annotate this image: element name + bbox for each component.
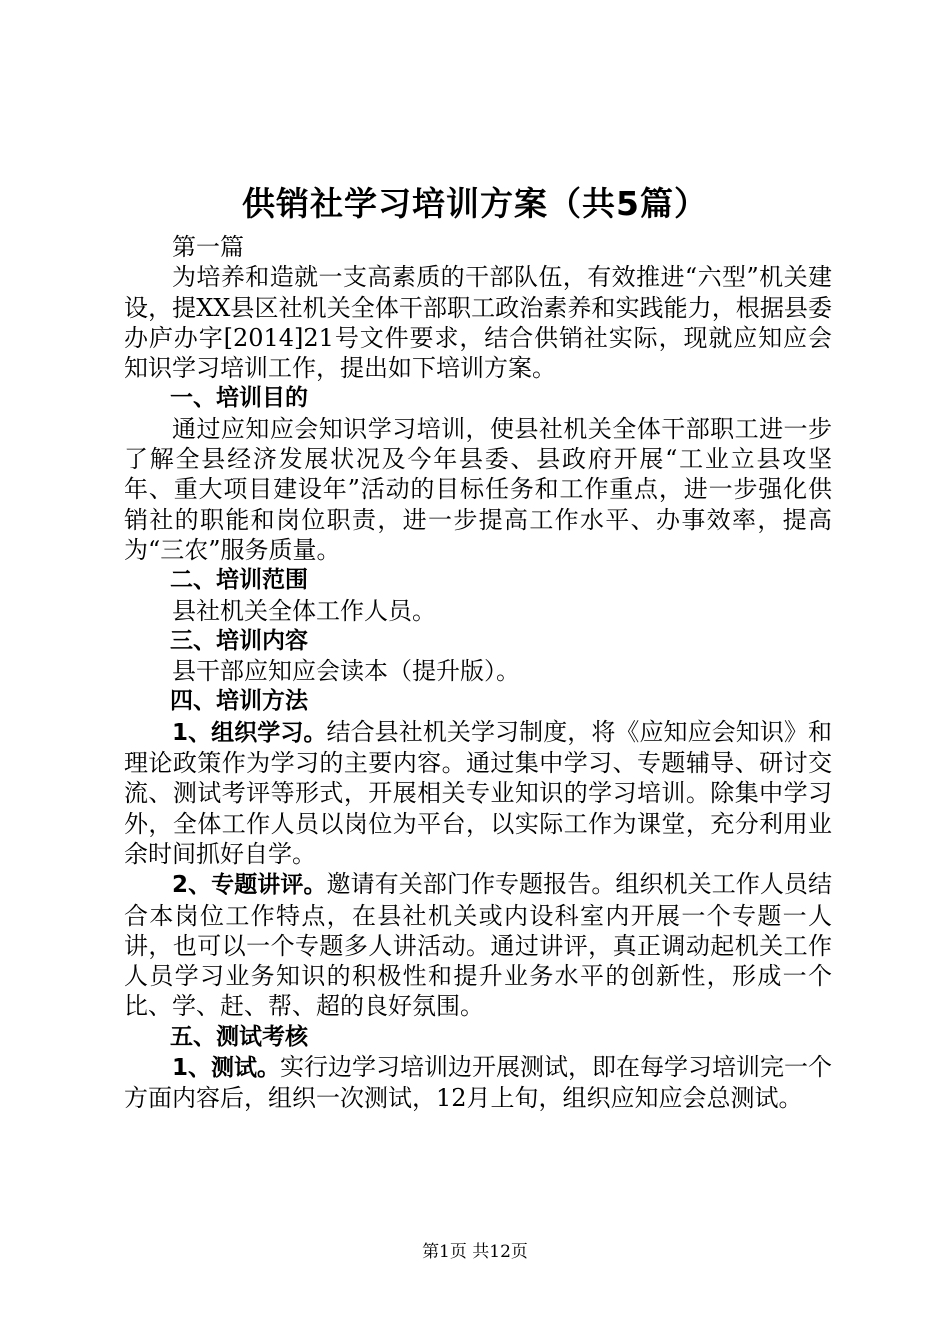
document-title: 供销社学习培训方案（共5篇） <box>242 184 708 223</box>
method-2-text: 邀请有关部门作专题报告。组织机关工作人员结合本岗位工作特点，在县社机关或内设科室内开展一个专题一人讲，也可以一个专题多人讲活动。通过讲评，真正调动起机关工作人员学习业务知识的积极性和提升业务水平的创新性，形成一个比、学、赶、帮、超的良好氛围。 <box>124 870 832 1021</box>
method-1-paragraph <box>124 717 832 869</box>
method-2-paragraph <box>124 869 832 1021</box>
scope-paragraph: 县社机关全体工作人员。 <box>172 596 436 625</box>
document-body <box>124 232 832 1114</box>
test-1-text: 实行边学习培训边开展测试，即在每学习培训完一个方面内容后，组织一次测试，12月上旬，组织应知应会总测试。 <box>124 1053 833 1113</box>
intro-paragraph: 为培养和造就一支高素质的干部队伍，有效推进“六型”机关建设，提XX县区社机关全体干部职工政治素养和实践能力，根据县委办庐办字[2014]21号文件要求，结合供销社实际，现就应知应会知识学习培训工作，提出如下培训方案。 <box>124 263 832 383</box>
test-1-lead: 1、测试。 <box>172 1055 281 1082</box>
heading-purpose: 一、培训目的 <box>170 385 308 412</box>
heading-methods: 四、培训方法 <box>170 688 308 715</box>
method-1-lead: 1、组织学习。 <box>172 719 327 746</box>
page-footer: 第1页 共12页 <box>422 1242 528 1262</box>
method-1-text: 结合县社机关学习制度，将《应知应会知识》和理论政策作为学习的主要内容。通过集中学习、专题辅导、研讨交流、测试考评等形式，开展相关专业知识的学习培训。除集中学习外，全体工作人员以岗位为平台，以实际工作为课堂，充分利用业余时间抓好自学。 <box>124 717 832 868</box>
test-1-paragraph <box>124 1052 832 1114</box>
content-paragraph: 县干部应知应会读本（提升版）。 <box>172 657 520 686</box>
section-label: 第一篇 <box>172 233 244 261</box>
heading-assessment: 五、测试考核 <box>170 1023 308 1050</box>
method-2-lead: 2、专题讲评。 <box>172 872 327 899</box>
purpose-paragraph: 通过应知应会知识学习培训，使县社机关全体干部职工进一步了解全县经济发展状况及今年县委、县政府开展“工业立县攻坚年、重大项目建设年”活动的目标任务和工作重点，进一步强化供销社的职能和岗位职责，进一步提高工作水平、办事效率，提高为“三农”服务质量。 <box>124 414 832 564</box>
heading-content: 三、培训内容 <box>170 627 308 654</box>
heading-scope: 二、培训范围 <box>170 567 308 594</box>
